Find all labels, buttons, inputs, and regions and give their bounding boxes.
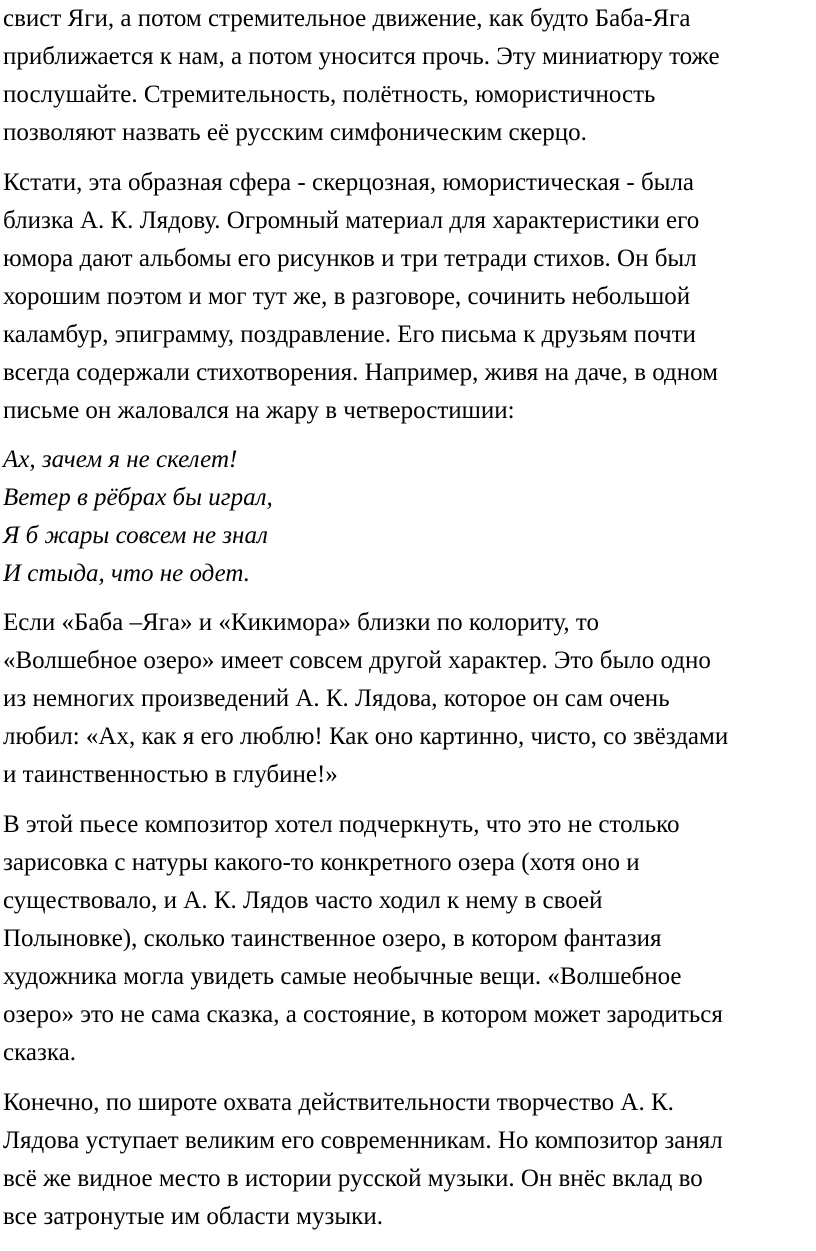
text-line: В этой пьесе композитор хотел подчеркнуть, что это не столько	[3, 811, 680, 838]
poem-line: Ах, зачем я не скелет!	[3, 446, 238, 473]
text-line: юмора дают альбомы его рисунков и три тетради стихов. Он был	[3, 245, 697, 272]
poem-line: И стыда, что не одет.	[3, 560, 251, 587]
text-line: Если «Баба –Яга» и «Кикимора» близки по колориту, то	[3, 609, 599, 636]
text-line: озеро» это не сама сказка, а состояние, в котором может зародиться	[3, 1001, 723, 1028]
text-line: послушайте. Стремительность, полётность, юмористичность	[3, 81, 656, 108]
text-line: позволяют назвать её русским симфоническим скерцо.	[3, 119, 587, 146]
paragraph-magic-lake-meaning	[3, 806, 723, 1072]
paragraph-magic-lake-character	[3, 604, 728, 794]
text-line: сказка.	[3, 1039, 76, 1066]
text-line: из немногих произведений А. К. Лядова, которое он сам очень	[3, 685, 670, 712]
paragraph-baba-yaga-scherzo	[3, 0, 720, 152]
text-line: Полыновке), сколько таинственное озеро, в котором фантазия	[3, 925, 662, 952]
text-line: «Волшебное озеро» имеет совсем другой характер. Это было одно	[3, 647, 711, 674]
poem-line: Ветер в рёбрах бы играл,	[3, 484, 273, 511]
text-line: Конечно, по широте охвата действительности творчество А. К.	[3, 1089, 674, 1116]
paragraph-lyadov-humor	[3, 164, 718, 430]
text-line: и таинственностью в глубине!»	[3, 761, 338, 788]
poem-quatrain	[3, 441, 273, 593]
text-line: приближается к нам, а потом уносится прочь. Эту миниатюру тоже	[3, 43, 720, 70]
text-line: письме он жаловался на жару в четверостишии:	[3, 397, 515, 424]
text-line: художника могла увидеть самые необычные вещи. «Волшебное	[3, 963, 682, 990]
text-line: всё же видное место в истории русской музыки. Он внёс вклад во	[3, 1165, 703, 1192]
paragraph-conclusion	[3, 1084, 723, 1236]
text-line: существовало, и А. К. Лядов часто ходил к нему в своей	[3, 887, 603, 914]
poem-line: Я б жары совсем не знал	[3, 522, 268, 549]
text-line: зарисовка с натуры какого-то конкретного озера (хотя оно и	[3, 849, 640, 876]
text-line: всегда содержали стихотворения. Например, живя на даче, в одном	[3, 359, 719, 386]
text-line: хорошим поэтом и мог тут же, в разговоре, сочинить небольшой	[3, 283, 691, 310]
text-line: свист Яги, а потом стремительное движение, как будто Баба-Яга	[3, 5, 691, 32]
text-line: все затронутые им области музыки.	[3, 1203, 383, 1230]
text-line: любил: «Ах, как я его люблю! Как оно картинно, чисто, со звёздами	[3, 723, 729, 750]
text-line: Кстати, эта образная сфера - скерцозная, юмористическая - была	[3, 169, 695, 196]
text-line: каламбур, эпиграмму, поздравление. Его письма к друзьям почти	[3, 321, 696, 348]
text-line: Лядова уступает великим его современникам. Но композитор занял	[3, 1127, 723, 1154]
text-line: близка А. К. Лядову. Огромный материал для характеристики его	[3, 207, 700, 234]
